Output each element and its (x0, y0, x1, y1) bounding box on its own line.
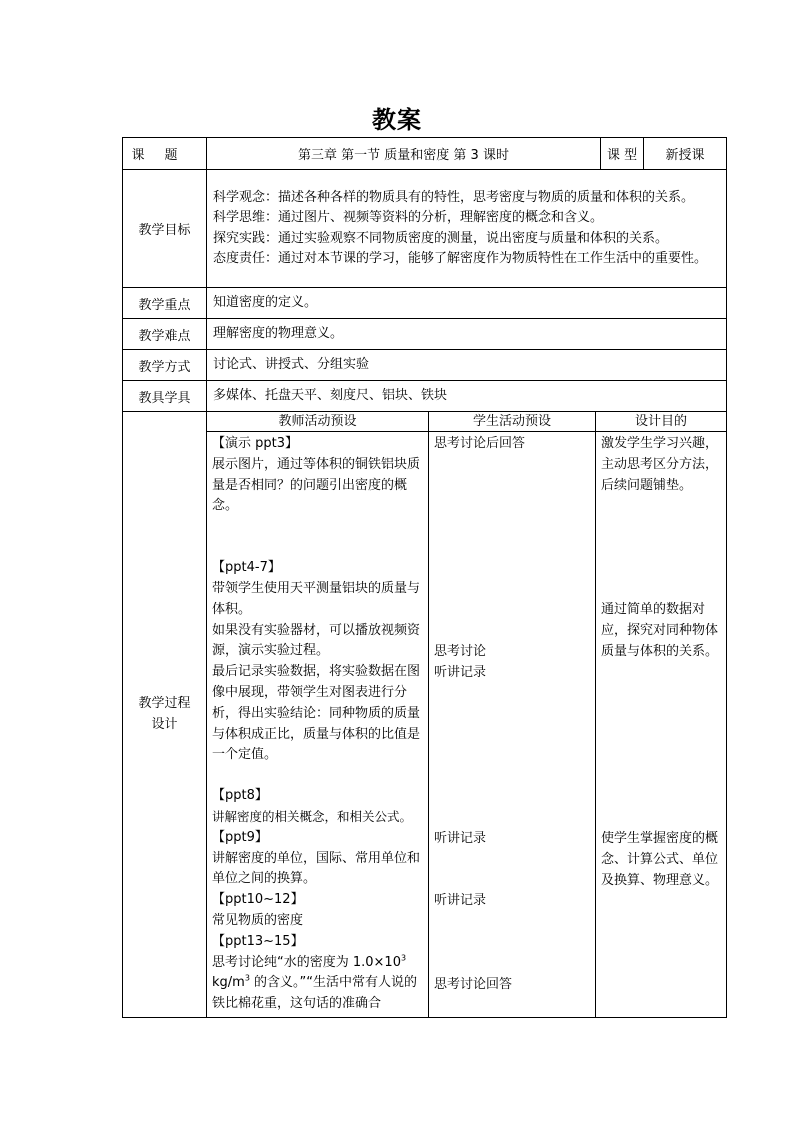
step-text: 最后记录实验数据，将实验数据在图像中展现，带领学生对图表进行分析，得出实验结论：同种物质的质量与体积成正比，质量与体积的比值是一个定值。 (212, 664, 421, 763)
goal-line: 科学思维：通过图片、视频等资料的分析，理解密度的概念和含义。 (213, 210, 604, 225)
superscript: 3 (400, 953, 407, 963)
step-tag: 【ppt8】 (212, 788, 268, 804)
text-fragment: 的含义。”“生活中常有人说的铁比棉花重，这句话的准确合 (212, 975, 418, 1012)
student-activity: 思考讨论后回答 (434, 436, 526, 451)
teacher-activity-column (207, 432, 429, 1018)
step-tag: 【ppt13~15】 (212, 933, 304, 949)
student-activity: 听讲记录 (434, 893, 487, 908)
goal-line: 科学观念：描述各种各样的物质具有的特性，思考密度与物质的质量和体积的关系。 (213, 189, 695, 205)
spacer (212, 517, 423, 558)
row-key-point (123, 288, 727, 319)
process-label (123, 412, 207, 1018)
step-tag: 【ppt10~12】 (212, 892, 304, 908)
design-purpose-header: 设计目的 (596, 412, 727, 432)
design-purpose-column (596, 432, 727, 1018)
goal-line: 探究实践：通过实验观察不同物质密度的测量，说出密度与质量和体积的关系。 (213, 230, 669, 246)
design-purpose: 激发学生学习兴趣，主动思考区分方法，后续问题铺垫。 (601, 436, 719, 493)
topic-value: 第三章 第一节 质量和密度 第 3 课时 (207, 138, 601, 170)
goals-label: 教学目标 (123, 170, 207, 288)
teaching-method-value: 讨论式、讲授式、分组实验 (207, 350, 727, 381)
teacher-activity-header: 教师活动预设 (207, 412, 429, 432)
step-text: 如果没有实验器材，可以播放视频资源，演示实验过程。 (212, 622, 421, 659)
goal-line: 态度责任：通过对本节课的学习，能够了解密度作为物质特性在工作生活中的重要性。 (213, 251, 708, 266)
row-process-header (123, 412, 727, 432)
row-teaching-method (123, 350, 727, 381)
key-point-label: 教学重点 (123, 288, 207, 319)
row-teaching-tools (123, 381, 727, 412)
lesson-plan-table (122, 137, 727, 1018)
text-fragment: kg/m (212, 975, 245, 991)
step-tag: 【ppt4-7】 (212, 560, 281, 576)
process-label-line: 设计 (151, 717, 178, 733)
difficult-point-value: 理解密度的物理意义。 (207, 319, 727, 350)
student-activity: 听讲记录 (434, 831, 487, 846)
teaching-tools-value: 多媒体、托盘天平、刻度尺、铝块、铁块 (207, 381, 727, 412)
step-text (212, 953, 423, 1015)
step-tag: 【ppt9】 (212, 829, 268, 845)
text-fragment: 思考讨论纯“水的密度为 1.0×10 (212, 954, 401, 970)
row-difficult-point (123, 319, 727, 350)
key-point-value: 知道密度的定义。 (207, 288, 727, 319)
step-text: 讲解密度的单位，国际、常用单位和单位之间的换算。 (212, 850, 421, 887)
lesson-type-label: 课 型 (601, 138, 644, 170)
step-text: 讲解密度的相关概念，和相关公式。 (212, 808, 413, 824)
process-label-line: 教学过程 (138, 696, 191, 712)
row-process-body (123, 432, 727, 1018)
row-topic (123, 138, 727, 170)
superscript: 3 (244, 974, 250, 983)
goals-content (207, 170, 727, 288)
student-activity: 思考讨论回答 (434, 977, 513, 992)
student-activity: 听讲记录 (434, 665, 487, 680)
row-goals (123, 170, 727, 288)
design-purpose: 使学生掌握密度的概念、计算公式、单位及换算、物理意义。 (601, 831, 719, 888)
step-tag: 【演示 ppt3】 (212, 436, 299, 451)
step-text: 展示图片，通过等体积的铜铁铝块质量是否相同？的问题引出密度的概念。 (212, 456, 421, 514)
teaching-method-label: 教学方式 (123, 350, 207, 381)
step-text: 常见物质的密度 (212, 912, 304, 928)
teaching-tools-label: 教具学具 (123, 381, 207, 412)
lesson-type-value: 新授课 (644, 138, 727, 170)
difficult-point-label: 教学难点 (123, 319, 207, 350)
topic-label: 课题 (123, 138, 207, 170)
student-activity: 思考讨论 (434, 644, 487, 659)
design-purpose: 通过简单的数据对应，探究对同种物体质量与体积的关系。 (601, 602, 719, 659)
step-text: 带领学生使用天平测量铝块的质量与体积。 (212, 580, 421, 617)
student-activity-header: 学生活动预设 (429, 412, 596, 432)
document-title: 教案 (372, 106, 422, 134)
student-activity-column (429, 432, 596, 1018)
spacer (212, 766, 423, 786)
